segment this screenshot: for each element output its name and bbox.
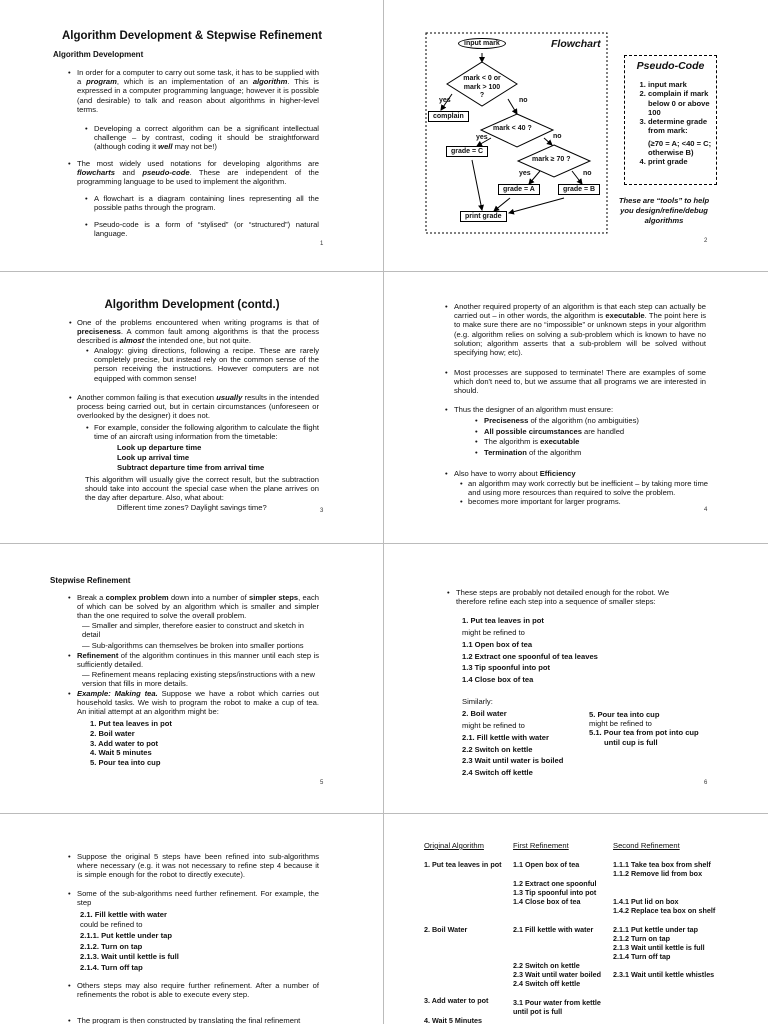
second-refinement-step: 1.1.2 Remove lid from box — [613, 869, 703, 878]
bullet-failing: • Another common failing is that execution usually results in the intended process being carried out, but in certain circumstances (unforeseen or overlooked by the designer) it does not. — [77, 393, 319, 421]
tools-note: These are “tools” to help you design/refine/debug algorithms — [618, 196, 710, 225]
refined-step: 1.4 Close box of tea — [462, 674, 534, 684]
algorithm-step: Look up departure time — [117, 443, 202, 452]
flowchart-title: Flowchart — [551, 38, 601, 50]
bullet-designer: • Thus the designer of an algorithm must ensure: — [454, 405, 706, 414]
sub-bullet-flowchart: • A flowchart is a diagram containing lines representing all the possible paths through the program. — [94, 194, 319, 212]
algorithm-step: 1. Put tea leaves in pot — [90, 719, 172, 728]
node-complain: complain — [428, 111, 469, 122]
bullet-break-problem: • Break a complex problem down into a number of simpler steps, each of which can be solved by an algorithm which is smaller and simpler than the one required to solve the overall problem. — [77, 593, 319, 621]
first-refinement-step: 2.3 Wait until water boiled — [513, 970, 601, 979]
kettle-refinements — [80, 931, 179, 973]
refined-step: 2.1. Fill kettle with water — [462, 733, 549, 742]
slide-6 — [384, 544, 768, 816]
algorithm-step: 5. Pour tea into cup — [90, 758, 161, 768]
bullet-sub-algorithms: • Suppose the original 5 steps have been refined into sub-algorithms where necessary (e.g. it was not necessary to refine step 4 because it is simple enough for the robot to directly execute). — [77, 852, 319, 880]
label-yes: yes — [476, 134, 488, 141]
first-refinement-step: 2.1 Fill kettle with water — [513, 925, 594, 934]
pseudo-code-title: Pseudo-Code — [636, 60, 705, 72]
explanation-text: This algorithm will usually give the correct result, but the subtraction should take into account the special case when the plane arrives on the day after departure. Also, what about: — [85, 475, 319, 503]
node-grade-c: grade = C — [446, 146, 488, 157]
pseudo-step: 2. complain if mark below 0 or above 100 — [648, 89, 716, 117]
second-refinement-step: 2.1.4 Turn off tap — [613, 952, 671, 961]
refined-label: could be refined to — [80, 920, 143, 929]
sub-bullet-larger: • becomes more important for larger programs. — [468, 497, 708, 506]
label-no: no — [583, 170, 592, 177]
sub-bullet-example: • For example, consider the following algorithm to calculate the flight time of an aircraft using information from the timetable: — [94, 423, 319, 441]
slide-7 — [0, 814, 384, 1024]
refined-step: 1.2 Extract one spoonful of tea leaves — [462, 651, 598, 661]
column-header-original: Original Algorithm — [424, 841, 484, 850]
refined-label: might be refined to — [462, 721, 525, 730]
refined-step: 2.1.2. Turn on tap — [80, 941, 143, 951]
refined-step: 2.1.4. Turn off tap — [80, 962, 143, 972]
first-refinement-step: 2.2 Switch on kettle — [513, 961, 580, 970]
node-print-grade: print grade — [460, 211, 507, 222]
bullet-refine-intro: • These steps are probably not detailed enough for the robot. We therefore refine each step into a sequence of smaller steps: — [456, 588, 696, 606]
slide-4 — [384, 272, 768, 544]
node-grade-a: grade = A — [498, 184, 540, 195]
refined-step: 1.3 Tip spoonful into pot — [462, 663, 551, 672]
node-mark-ge-70: mark ≥ 70 ? — [532, 156, 571, 163]
refined-label: might be refined to — [462, 628, 525, 637]
sub-bullet-inefficient: • an algorithm may work correctly but be inefficient – by taking more time and using more resources than required to solve the problem. — [468, 479, 708, 497]
step-heading: 1. Put tea leaves in pot — [462, 616, 544, 625]
first-refinement-step: 3.1 Pour water from kettle — [513, 998, 601, 1007]
algorithm-step: 2. Boil water — [90, 728, 135, 738]
slide-3 — [0, 272, 384, 544]
original-step: 2. Boil Water — [424, 925, 468, 934]
pseudo-step: 1. input mark — [648, 80, 716, 89]
first-refinement-step: 1.3 Tip spoonful into pot — [513, 888, 597, 897]
first-refinement-step: 1.4 Close box of tea — [513, 897, 581, 906]
first-refinement-step: 1.2 Extract one spoonful — [513, 879, 597, 888]
algorithm-step: Subtract departure time from arrival time — [117, 463, 265, 472]
slide-subtitle: Algorithm Development — [53, 50, 144, 59]
bullet-program: • In order for a computer to carry out some task, it has to be supplied with a program, which is an implementation of an algorithm. This is expressed in a computer programming language; however it is possible (and desirable) to talk and reason about algorithms in higher-level terms. — [77, 68, 319, 114]
label-no: no — [519, 97, 528, 104]
step1-refinements — [462, 639, 598, 685]
similarly-label: Similarly: — [462, 697, 493, 706]
slide-8 — [384, 814, 768, 1024]
step-heading: 5. Pour tea into cup — [589, 710, 660, 719]
pseudo-code-box — [624, 55, 717, 185]
bullet-refinement: • Refinement of the algorithm continues in this manner until each step is sufficiently detailed. — [77, 651, 319, 669]
node-grade-b: grade = B — [558, 184, 600, 195]
step2-refinements — [462, 732, 563, 778]
second-refinement-step: 1.4.2 Replace tea box on shelf — [613, 906, 716, 915]
node-input-mark: input mark — [458, 38, 506, 49]
initial-algorithm — [90, 719, 172, 768]
step-heading: 2.1. Fill kettle with water — [80, 910, 167, 919]
bullet-terminate: • Most processes are supposed to terminate! There are examples of some which don't need to, but we assume that all programs we are interested in should. — [454, 368, 706, 396]
original-step: 1. Put tea leaves in pot — [424, 860, 502, 869]
dash-item: — Smaller and simpler, therefore easier to construct and sketch in detail — [82, 621, 305, 640]
bullet-example-tea: • Example: Making tea. Suppose we have a robot which carries out household tasks. We wish to program the robot to make a cup of tea. An initial attempt at an algorithm might be: — [77, 689, 319, 717]
bullet-program-constructed: • The program is then constructed by translating the final refinement — [77, 1016, 319, 1024]
label-yes: yes — [519, 170, 531, 177]
label-no: no — [553, 133, 562, 140]
page-number: 1 — [320, 241, 324, 247]
requirement-item: • All possible circumstances are handled — [484, 427, 704, 436]
algorithm-step: Look up arrival time — [117, 453, 190, 462]
algorithm-step: 4. Wait 5 minutes — [90, 748, 152, 758]
page-number: 6 — [704, 780, 708, 786]
slide-2 — [384, 0, 768, 272]
first-refinement-step: until pot is full — [513, 1007, 563, 1016]
pseudo-step: 4. print grade — [648, 157, 716, 166]
node-range-check: mark < 0 or mark > 100 ? — [463, 75, 501, 99]
slide-5 — [0, 544, 384, 816]
pseudo-step: 3. determine grade from mark: (≥70 = A; <40 = C; otherwise B) — [648, 117, 716, 157]
slide-subtitle: Stepwise Refinement — [50, 576, 131, 585]
refined-step: 2.2 Switch on kettle — [462, 744, 533, 754]
second-refinement-step: 2.3.1 Wait until kettle whistles — [613, 970, 715, 979]
dash-item: — Sub-algorithms can themselves be broken into smaller portions — [82, 641, 304, 650]
page-number: 4 — [704, 507, 708, 513]
sub-bullet-challenge: • Developing a correct algorithm can be a significant intellectual challenge – by contrast, coding it should be straightforward (although coding it well may not be!) — [94, 124, 319, 152]
page-number: 5 — [320, 780, 324, 786]
dash-item: — Refinement means replacing existing steps/instructions with a new version that fills in more details. — [82, 670, 315, 689]
requirement-item: • Termination of the algorithm — [484, 448, 704, 457]
question-text: Different time zones? Daylight savings time? — [117, 503, 267, 512]
step-heading: 2. Boil water — [462, 709, 507, 718]
bullet-executable: • Another required property of an algorithm is that each step can actually be carried out – in other words, the algorithm is executable. The point here is to make sure there are no “impossible” or unknown steps in your algorithm (e.g. algorithm relies on solving a sub-problem which is known to have no solution; algorithm asserts that a sub-problem will be solved without specifying how; etc). — [454, 302, 706, 357]
refined-step: 2.1.3. Wait until kettle is full — [80, 952, 179, 961]
first-refinement-step: 1.1 Open box of tea — [513, 860, 580, 869]
column-header-second: Second Refinement — [613, 841, 680, 850]
second-refinement-step: 2.1.3 Wait until kettle is full — [613, 943, 705, 952]
refined-label: might be refined to — [589, 719, 652, 728]
refined-step: 2.3 Wait until water is boiled — [462, 756, 564, 765]
original-step: 3. Add water to pot — [424, 996, 489, 1005]
bullet-efficiency: • Also have to worry about Efficiency — [454, 469, 706, 478]
column-header-first: First Refinement — [513, 841, 569, 850]
bullet-others: • Others steps may also require further refinement. After a number of refinements the robot is able to execute every step. — [77, 981, 319, 999]
slide-1 — [0, 0, 384, 272]
page-number: 3 — [320, 508, 324, 514]
refined-step: 1.1 Open box of tea — [462, 640, 533, 649]
sub-bullet-pseudocode: • Pseudo-code is a form of “stylised” (or “structured”) natural language. — [94, 220, 319, 238]
bullet-notations: • The most widely used notations for developing algorithms are flowcharts and pseudo-code. These are independent of the programming language to be used to implement the algorithm. — [77, 159, 319, 187]
refined-step: 2.4 Switch off kettle — [462, 767, 533, 777]
refined-step: until cup is full — [604, 738, 658, 747]
second-refinement-step: 2.1.1 Put kettle under tap — [613, 925, 699, 934]
refined-step: 5.1. Pour tea from pot into cup — [589, 728, 699, 737]
original-step: 4. Wait 5 Minutes — [424, 1016, 483, 1024]
second-refinement-step: 1.4.1 Put lid on box — [613, 897, 679, 906]
requirement-item: • The algorithm is executable — [484, 437, 704, 446]
slide-title: Algorithm Development (contd.) — [104, 299, 280, 311]
second-refinement-step: 2.1.2 Turn on tap — [613, 934, 670, 943]
slide-title: Algorithm Development & Stepwise Refinement — [61, 30, 323, 42]
first-refinement-step: 2.4 Switch off kettle — [513, 979, 581, 988]
bullet-preciseness: • One of the problems encountered when writing programs is that of preciseness. A common fault among algorithms is that the process described is almost the intended one, but not quite. — [77, 318, 319, 346]
requirement-item: • Preciseness of the algorithm (no ambiguities) — [484, 416, 704, 425]
refined-step: 2.1.1. Put kettle under tap — [80, 931, 172, 940]
page-number: 2 — [704, 238, 708, 244]
bullet-further-refinement: • Some of the sub-algorithms need further refinement. For example, the step — [77, 889, 319, 907]
second-refinement-step: 1.1.1 Take tea box from shelf — [613, 860, 711, 869]
label-yes: yes — [439, 97, 451, 104]
algorithm-step: 3. Add water to pot — [90, 738, 159, 748]
node-mark-lt-40: mark < 40 ? — [493, 125, 532, 132]
sub-bullet-analogy: • Analogy: giving directions, following a recipe. These are rarely completely precise, but instead rely on the common sense of the person receiving the instructions. However computers are not equipped with common sense! — [94, 346, 319, 383]
